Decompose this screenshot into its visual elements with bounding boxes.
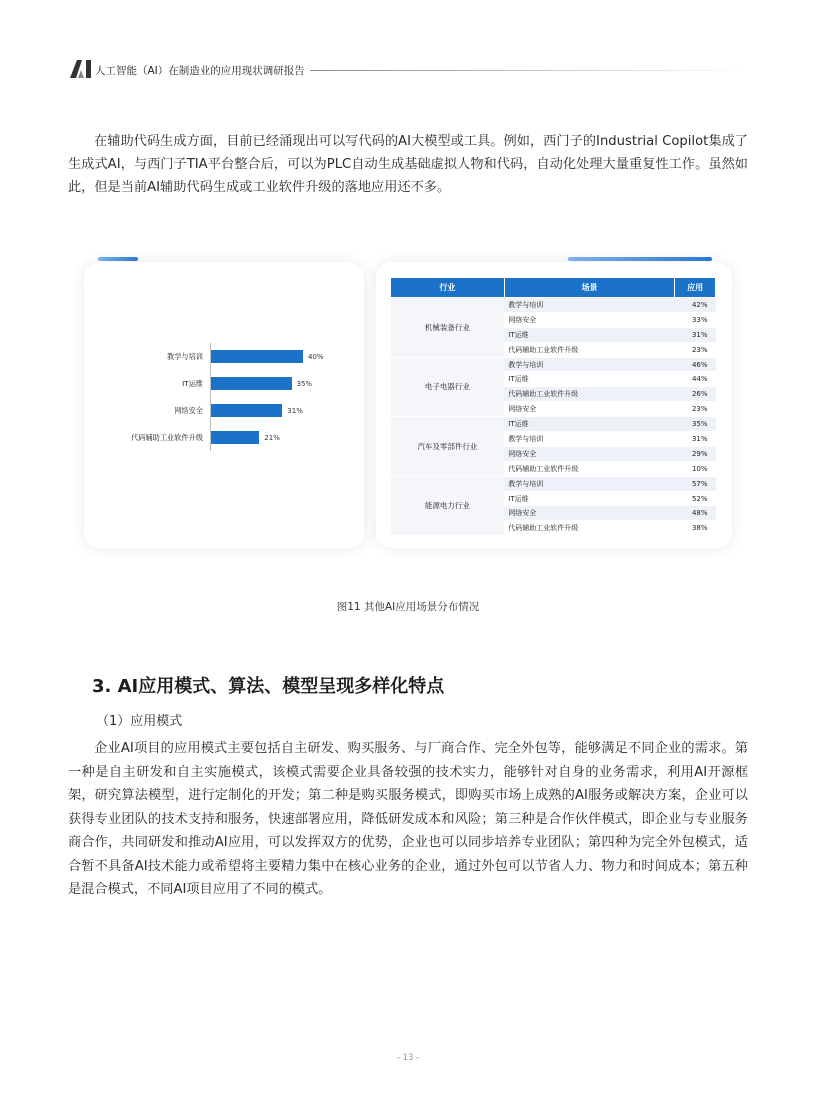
bar-value-label: 40% [308,353,324,361]
application-rate-cell: 29% [675,446,716,461]
bar-value-label: 35% [296,380,313,388]
industry-cell: 电子电器行业 [391,357,505,417]
bar-value-label: 31% [287,407,303,415]
application-rate-cell: 23% [675,342,716,357]
application-rate-cell: 42% [675,298,716,313]
header-divider [310,70,750,71]
table-row [391,417,716,432]
scenario-cell: 教学与培训 [504,476,675,491]
report-title: 人工智能（AI）在制造业的应用现状调研报告 [95,65,305,77]
table-row [391,298,716,313]
scenario-cell: IT运维 [504,372,675,387]
scenario-cell: IT运维 [504,417,675,432]
paragraph-1-text: 在辅助代码生成方面，目前已经涌现出可以写代码的AI大模型或工具。例如，西门子的Industrial Copilot集成了生成式AI，与西门子TIA平台整合后，可以为PLC自动生成基础虚拟人物和代码，自动化处理大量重复性工作。虽然如此，但是当前AI辅助代码生成或工业软件升级的落地应用还不多。 [68,134,748,195]
scenario-cell: 网络安全 [504,446,675,461]
table-header-industry: 行业 [391,278,505,298]
section-heading: 3. AI应用模式、算法、模型呈现多样化特点 [92,676,445,697]
scenario-cell: IT运维 [504,491,675,506]
chart-axis [210,343,211,451]
scenario-cell: 网络安全 [504,506,675,521]
application-rate-cell: 33% [675,312,716,327]
scenario-cell: 代码辅助工业软件升级 [504,461,675,476]
subheading-application-mode: （1）应用模式 [96,714,183,729]
application-rate-cell: 31% [675,327,716,342]
application-rate-cell: 38% [675,521,716,536]
page-number: - 13 - [396,1053,420,1063]
bar-category-label: 代码辅助工业软件升级 [131,433,203,442]
paragraph-2-text: 企业AI项目的应用模式主要包括自主研发、购买服务、与厂商合作、完全外包等，能够满足不同企业的需求。第一种是自主研发和自主实施模式，该模式需要企业具备较强的技术实力，能够针对自身的业务需求，利用AI开源框架，研究算法模型，进行定制化的开发；第二种是购买服务模式，即购买市场上成熟的AI服务或解决方案，企业可以获得专业团队的技术支持和服务，快速部署应用，降低研发成本和风险；第三种是合作伙伴模式，即企业与专业服务商合作，共同研发和推动AI应用，可以发挥双方的优势，企业也可以同步培养专业团队；第四种为完全外包模式，适合暂不具备AI技术能力或希望将主要精力集中在核心业务的企业，通过外包可以节省人力、物力和时间成本；第五种是混合模式，不同AI项目应用了不同的模式。 [68,741,748,897]
application-rate-cell: 48% [675,506,716,521]
bar [211,404,282,417]
application-rate-cell: 46% [675,357,716,372]
figure-caption: 图11 其他AI应用场景分布情况 [336,601,480,613]
scenario-cell: 代码辅助工业软件升级 [504,521,675,536]
scenario-cell: 网络安全 [504,312,675,327]
industry-cell: 能源电力行业 [391,476,505,536]
industry-scenario-table [390,277,716,536]
bar [211,431,259,444]
scenario-cell: 代码辅助工业软件升级 [504,342,675,357]
bar-category-label: 网络安全 [174,406,203,415]
application-rate-cell: 23% [675,402,716,417]
ai-logo-icon [70,60,92,78]
application-rate-cell: 52% [675,491,716,506]
application-rate-cell: 44% [675,372,716,387]
industry-cell: 汽车及零部件行业 [391,417,505,477]
application-rate-cell: 26% [675,387,716,402]
bar [211,377,292,390]
industry-cell: 机械装备行业 [391,298,505,358]
table-row [391,476,716,491]
table-header-scenario: 场景 [504,278,675,298]
application-rate-cell: 57% [675,476,716,491]
scenario-cell: 代码辅助工业软件升级 [504,387,675,402]
card-tab-right [568,257,712,261]
application-rate-cell: 35% [675,417,716,432]
bar-category-label: IT运维 [182,379,203,388]
card-tab-left [98,257,138,261]
bar [211,350,303,363]
scenario-cell: 教学与培训 [504,432,675,447]
application-rate-cell: 31% [675,432,716,447]
bar-category-label: 教学与培训 [167,352,203,361]
bar-value-label: 21% [264,434,280,442]
page-header [70,60,750,80]
table-row [391,357,716,372]
scenario-cell: IT运维 [504,327,675,342]
scenario-cell: 教学与培训 [504,298,675,313]
scenario-cell: 教学与培训 [504,357,675,372]
application-rate-cell: 10% [675,461,716,476]
table-header-application: 应用 [675,278,716,298]
paragraph-application-modes [68,737,748,902]
paragraph-code-generation [68,130,748,199]
scenario-cell: 网络安全 [504,402,675,417]
